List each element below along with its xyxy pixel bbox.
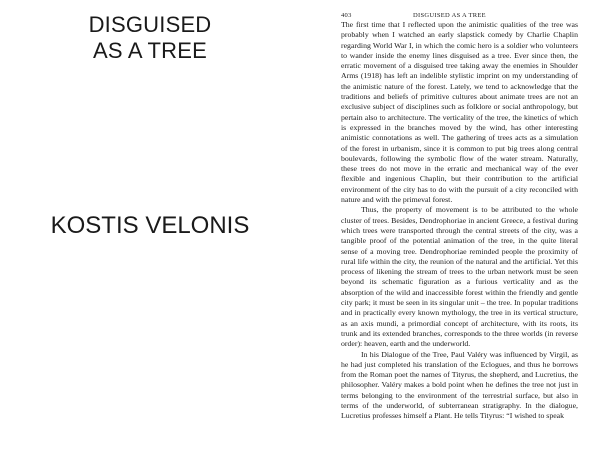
- paragraph-2: Thus, the property of movement is to be attributed to the whole cluster of trees. Besides, Dendrophoriae in ancient Greece, a festival during which trees were transported through the central streets of the city, was a tangible proof of the potential animation of the tree, in the quite literal sense of a moving tree. Dendrophoriae reminded people the proximity of rural life within the city, the reunion of the natural and the artificial. Yet this process of likening the stream of trees to the urban network must be seen beyond its schematic figuration as a furious verticality and as the absorption of the wild and inaccessible forest within the friendly and gentle city park; it must be seen in its singular unit – the tree. In popular traditions and in practically every known mythology, the tree in its vertical structure, as an axis mundi, a primordial concept of architecture, with its roots, its trunk and its extended branches, corresponds to the three worlds (in reverse order): heaven, earth and the underworld.: [341, 205, 578, 349]
- right-page: [341, 11, 578, 448]
- running-head: [341, 11, 578, 20]
- running-title: DISGUISED AS A TREE: [413, 12, 486, 19]
- paragraph-1: The first time that I reflected upon the animistic qualities of the tree was probably when I watched an early slapstick comedy by Charlie Chaplin regarding World War I, in which the comic hero is a soldier who volunteers to wander inside the enemy lines disguised as a tree. Ever since then, the erratic movement of a disguised tree taking away the enemies in Shoulder Arms (1918) has left an indelible stylistic imprint on my understanding of the animistic nature of the forest. Lately, we tend to acknowledge that the traditions and beliefs of primitive cultures about animate trees are not an exclusive subject of disciplines such as folklore or social anthropology, but pertain also to architecture. The verticality of the tree, the kinetics of which is expressed in the branches moved by the wind, has other interesting animistic connotations as well. The gathering of trees acts as a simulation of the forest in urbanism, since it is common to put big trees along central boulevards, following the symbolic flow of the water stream. Naturally, these trees do not move in the erratic and mechanical way of the ever flexible and ingenious Chaplin, but their contribution to the artificial environment of the city has to do with the pursuit of a city reconciled with nature and with the primeval forest.: [341, 20, 578, 205]
- book-title: [60, 12, 240, 64]
- author-name: KOSTIS VELONIS: [50, 212, 250, 239]
- title-line-1: DISGUISED: [88, 12, 212, 37]
- page-number: 403: [341, 12, 352, 19]
- title-line-2: AS A TREE: [93, 38, 207, 63]
- paragraph-3: In his Dialogue of the Tree, Paul Valéry was influenced by Virgil, as he had just completed his translation of the Eclogues, and thus he borrows from the Roman poet the names of Tityrus, the shepherd, and Lucretius, the philosopher. Valéry makes a bold point when he defines the tree not just in terms belonging to the environment of the terrestrial surface, but also in terms of the underworld, of subterranean stratigraphy. In the dialogue, Lucretius professes himself a Plant. He tells Tityrus: “I wished to speak: [341, 349, 578, 421]
- body-text: [341, 20, 578, 422]
